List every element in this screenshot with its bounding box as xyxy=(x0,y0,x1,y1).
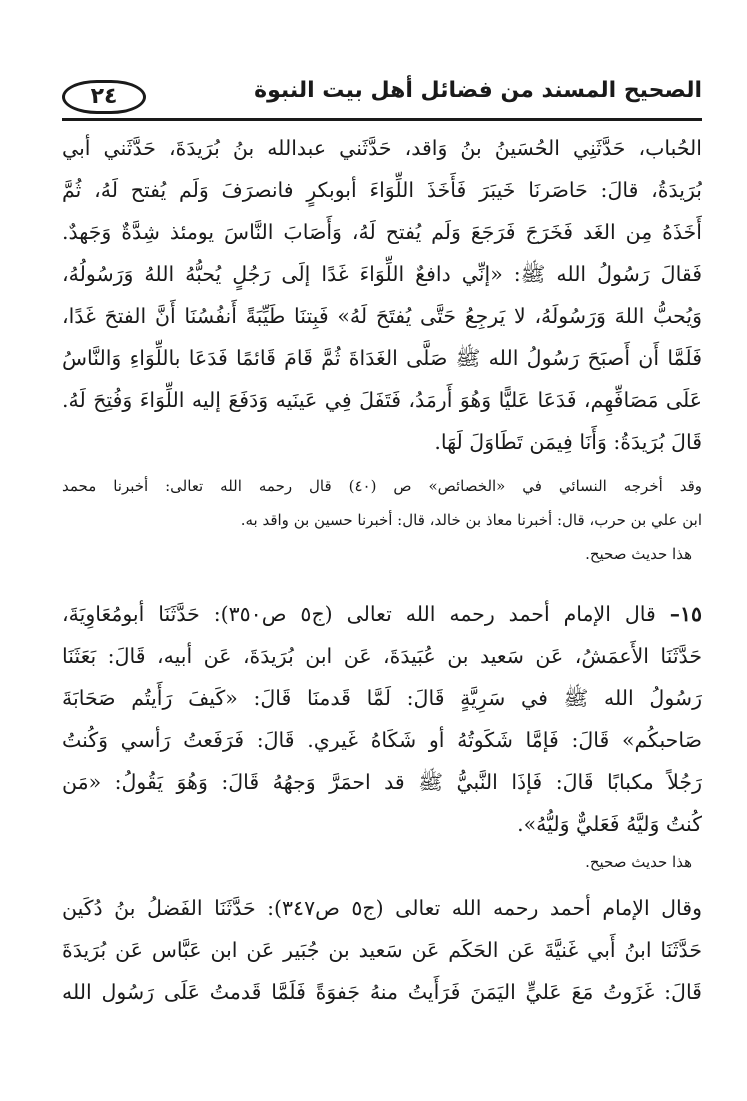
text-line-with-number xyxy=(62,593,702,635)
section-hadith-15 xyxy=(62,593,702,879)
section-hadith-14-continued xyxy=(62,127,702,571)
text-line: قَالَ: غَزَوتُ مَعَ عَليٍّ اليَمَنَ فَرَأَيتُ منهُ جَفوَةً فَلَمَّا قَدمتُ عَلَى رَسُول الله xyxy=(62,980,702,1004)
text-line: صَاحبكُم» قَالَ: فَإمَّا شَكَوتُهُ أو شَكَاهُ غَيري. قَالَ: فَرَفَعتُ رَأسي وَكُنتُ xyxy=(62,728,702,752)
takhrij-note-line: وقد أخرجه النسائي في «الخصائص» ص (٤٠) قال رحمه الله تعالى: أخبرنا محمد xyxy=(62,477,702,495)
text-line: وقال الإمام أحمد رحمه الله تعالى (ج٥ ص٣٤٧): حَدَّثَنَا الفَضلُ بنُ دُكَين xyxy=(62,896,702,920)
section-gap xyxy=(62,879,702,887)
text-line: قال الإمام أحمد رحمه الله تعالى (ج٥ ص٣٥٠): حَدَّثَنَا أبومُعَاوِيَةَ، xyxy=(62,602,656,626)
section-hadith-15-second-narration xyxy=(62,887,702,1013)
hadith-number: ١٥– xyxy=(669,602,702,626)
text-line: رَجُلاً مكبابًا قَالَ: فَإذَا النَّبيُّ ﷺ قد احمَرَّ وَجهُهُ قَالَ: وَهُوَ يَقُولُ: «مَن xyxy=(62,770,702,794)
document-page xyxy=(62,72,702,1013)
text-line: فَلَمَّا أَن أَصبَحَ رَسُولُ الله ﷺ صَلَّى الغَدَاةَ ثُمَّ قَامَ قَائمًا فَدَعَا باللِّوَاءِ وَالنَّاسُ xyxy=(62,346,702,370)
hadith-verdict: هذا حديث صحيح. xyxy=(585,853,692,871)
text-line: وَيُحبُّ اللهَ وَرَسُولَهُ، لا يَرجِعُ حَتَّى يُفتَحَ لَهُ» فَبِتنَا طَيِّبَةً أَنفُسُنَا أَنَّ الفتحَ غَدًا، xyxy=(62,304,702,328)
text-line: عَلَى مَصَافِّهِم، فَدَعَا عَليًّا وَهُوَ أَرمَدُ، فَتَفَلَ فِي عَينَيه وَدَفَعَ إليه اللِّوَاءَ وَفُتِحَ لَهُ. xyxy=(62,388,702,412)
text-line: بُرَيدَةُ، قالَ: حَاصَرنَا خَيبَرَ فَأَخَذَ اللِّوَاءَ أبوبكرٍ فانصرَفَ وَلَم يُفتح لَهُ، ثُمَّ xyxy=(62,178,702,202)
text-line: كُنتُ وَليَّهُ فَعَليٌّ وَليُّهُ». xyxy=(517,812,702,836)
text-line: الحُباب، حَدَّثَنِي الحُسَينُ بنُ وَاقد، حَدَّثَني عبدالله بنُ بُرَيدَةَ، حَدَّثَني أبي xyxy=(62,136,702,160)
text-line: قَالَ بُرَيدَةُ: وَأَنَا فِيمَن تَطَاوَلَ لَهَا. xyxy=(434,430,702,454)
book-title: الصحيح المسند من فضائل أهل بيت النبوة xyxy=(254,78,702,103)
section-gap xyxy=(62,571,702,593)
text-line: أَخَذَهُ مِن الغَد فَخَرَجَ فَرَجَعَ وَلَم يُفتح لَهُ، وَأَصَابَ النَّاسَ يومئذ شِدَّةٌ وَجَهدٌ. xyxy=(62,220,702,244)
page-header xyxy=(62,72,702,121)
takhrij-note-line: ابن علي بن حرب، قال: أخبرنا معاذ بن خالد، قال: أخبرنا حسين بن واقد به. xyxy=(240,511,702,529)
hadith-verdict: هذا حديث صحيح. xyxy=(585,545,692,563)
text-line: فَقالَ رَسُولُ الله ﷺ: «إنِّي دافعٌ اللِّوَاءَ غَدًا إلَى رَجُلٍ يُحبُّهُ اللهُ وَرَسُولُهُ، xyxy=(62,262,702,286)
text-line: حَدَّثَنَا ابنُ أَبي غَنيَّةَ عَن الحَكَم عَن سَعيد بن جُبَير عَن ابن عَبَّاس عَن بُرَيدَةَ xyxy=(62,938,702,962)
text-line: حَدَّثَنَا الأَعمَشُ، عَن سَعيد بن عُبَيدَةَ، عَن ابن بُرَيدَةَ، عَن أبيه، قَالَ: بَعَثَنَا xyxy=(62,644,702,668)
page-number: ٢٤ xyxy=(62,80,146,114)
text-line: رَسُولُ الله ﷺ في سَرِيَّةٍ قَالَ: لَمَّا قَدمنَا قَالَ: «كَيفَ رَأَيتُم صَحَابَةَ xyxy=(62,686,702,710)
